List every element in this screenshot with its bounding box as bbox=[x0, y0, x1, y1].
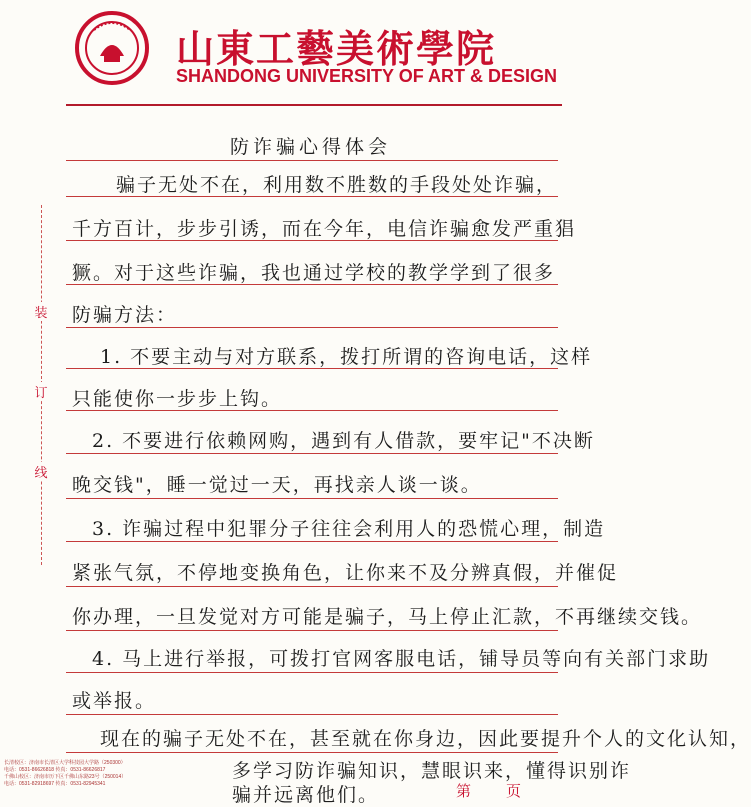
binding-char-zhuang: 装 bbox=[33, 302, 49, 321]
essay-line: 4. 马上进行举报，可拨打官网客服电话，铺导员等向有关部门求助 bbox=[92, 648, 711, 670]
ruled-line bbox=[66, 453, 558, 454]
essay-line: 2. 不要进行依赖网购，遇到有人借款，要牢记"不决断 bbox=[92, 430, 595, 452]
essay-line: 骗子无处不在，利用数不胜数的手段处处诈骗， bbox=[116, 174, 558, 196]
binding-char-xian: 线 bbox=[33, 462, 49, 481]
ruled-line bbox=[66, 541, 558, 542]
essay-title: 防诈骗心得体会 bbox=[230, 136, 392, 158]
ruled-line bbox=[66, 327, 558, 328]
essay-line: 多学习防诈骗知识，慧眼识来，懂得识别诈 bbox=[232, 760, 632, 782]
header-rule bbox=[66, 104, 562, 106]
essay-line: 紧张气氛，不停地变换角色，让你来不及分辨真假，并催促 bbox=[72, 562, 619, 584]
footer-line: 千佛山校区：济南市历下区千佛山东路23号（250014） bbox=[4, 774, 127, 780]
ruled-line bbox=[66, 498, 558, 499]
footer-line: 电话：0531-86626818 传真：0531-86626817 bbox=[4, 767, 106, 773]
ruled-line bbox=[66, 586, 558, 587]
binding-char-ding: 订 bbox=[33, 382, 49, 401]
ruled-line bbox=[66, 160, 558, 161]
essay-line: 骗并远离他们。 bbox=[232, 784, 380, 806]
essay-line: 你办理，一旦发觉对方可能是骗子，马上停止汇款，不再继续交钱。 bbox=[72, 606, 703, 628]
page-label-di: 第 bbox=[456, 782, 472, 800]
ruled-line bbox=[66, 672, 558, 673]
footer-line: 电话：0531-82918697 传真：0531-82945341 bbox=[4, 781, 106, 787]
university-name-en: SHANDONG UNIVERSITY OF ART & DESIGN bbox=[176, 66, 558, 86]
university-name-cn: 山東工藝美術學院 bbox=[176, 26, 497, 71]
page-label-ye: 页 bbox=[506, 782, 522, 800]
essay-line: 晚交钱"，睡一觉过一天，再找亲人谈一谈。 bbox=[72, 474, 482, 496]
essay-line: 千方百计，步步引诱，而在今年，电信诈骗愈发严重猖 bbox=[72, 218, 577, 240]
essay-line: 只能使你一步步上钩。 bbox=[72, 388, 283, 410]
essay-line: 1. 不要主动与对方联系，拨打所谓的咨询电话，这样 bbox=[100, 346, 593, 368]
ruled-line bbox=[66, 630, 558, 631]
essay-line: 3. 诈骗过程中犯罪分子往往会利用人的恐慌心理，制造 bbox=[92, 518, 606, 540]
essay-line: 防骗方法： bbox=[72, 304, 178, 326]
ruled-line bbox=[66, 714, 558, 715]
university-logo bbox=[74, 10, 150, 86]
ruled-line bbox=[66, 752, 558, 753]
essay-line: 或举报。 bbox=[72, 690, 157, 712]
footer-line: 长清校区：济南市长清区大学科技园大学路（250300） bbox=[4, 760, 126, 766]
footer-contact bbox=[4, 760, 214, 788]
essay-line: 现在的骗子无处不在，甚至就在你身边，因此要提升个人的文化认知， bbox=[100, 728, 751, 750]
essay-line: 獗。对于这些诈骗，我也通过学校的教学学到了很多 bbox=[72, 262, 556, 284]
